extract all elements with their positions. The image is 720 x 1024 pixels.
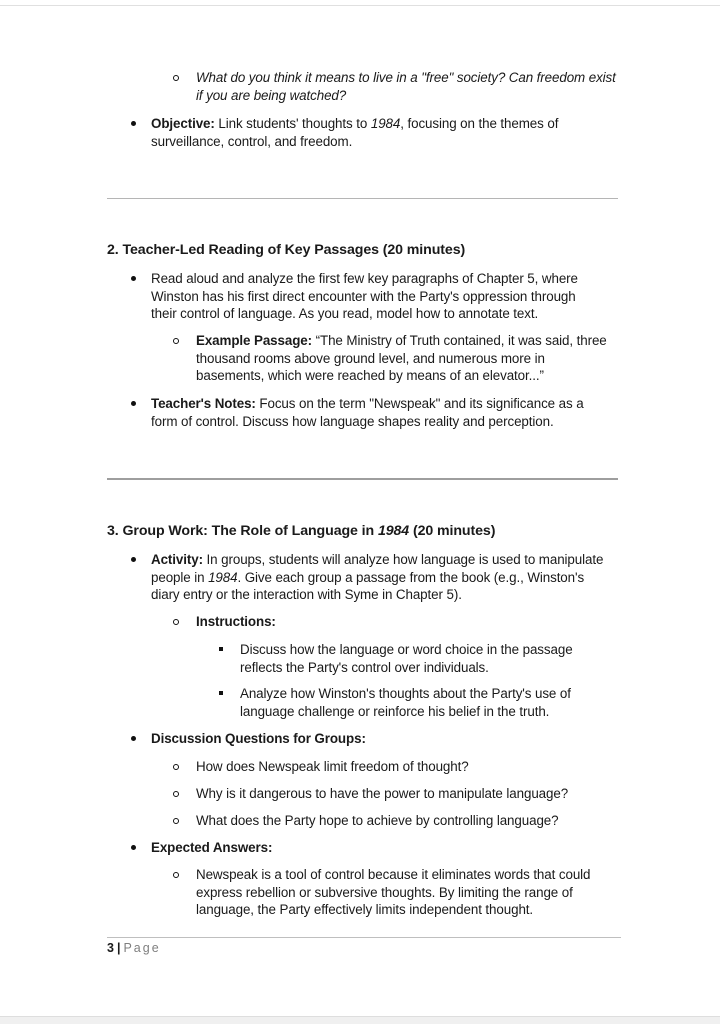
example-passage-item: Example Passage: “The Ministry of Truth contained, it was said, three thousand rooms above ground level, and numerous more in basements, which were reached by means of an elevator...” [196,333,607,383]
circle-bullet-icon [173,619,179,625]
footer-separator: | [116,941,121,955]
disc-bullet-icon [131,557,136,562]
disc-bullet-icon [131,845,136,850]
section-divider [107,478,618,480]
square-bullet-icon [219,647,223,651]
activity-item: Activity: In groups, students will analyze how language is used to manipulate people in 1984. Give each group a passage from the book (e.g., Winston's diary entry or the interaction with Syme in Chapter 5). [151,552,604,602]
page-footer [107,941,161,955]
page-number: 3 [107,941,114,955]
answer-item: Newspeak is a tool of control because it eliminates words that could express rebellion or subversive thoughts. By limiting the range of language, the Party effectively limits independent thought. [196,867,591,917]
question-item: How does Newspeak limit freedom of thought? [196,759,469,774]
instruction-item: Discuss how the language or word choice in the passage reflects the Party's control over individuals. [240,642,573,675]
circle-bullet-icon [173,872,179,878]
objective-item: Objective: Link students' thoughts to 1984, focusing on the themes of surveillance, control, and freedom. [151,116,559,149]
footer-divider [107,937,621,938]
intro-question: What do you think it means to live in a "free" society? Can freedom exist if you are being watched? [196,70,616,103]
disc-bullet-icon [131,736,136,741]
expected-answers-label: Expected Answers: [151,840,273,855]
section-2-heading: 2. Teacher-Led Reading of Key Passages (20 minutes) [107,242,466,258]
discussion-questions-label: Discussion Questions for Groups: [151,731,366,746]
question-item: What does the Party hope to achieve by controlling language? [196,813,559,828]
instructions-label: Instructions: [196,614,276,629]
question-item: Why is it dangerous to have the power to manipulate language? [196,786,569,801]
read-aloud-item: Read aloud and analyze the first few key paragraphs of Chapter 5, where Winston has his first direct encounter with the Party's oppression through their control of language. As you read, model how to annotate text. [151,271,578,321]
square-bullet-icon [219,691,223,695]
disc-bullet-icon [131,121,136,126]
circle-bullet-icon [173,75,179,81]
section-divider [107,198,618,199]
disc-bullet-icon [131,276,136,281]
circle-bullet-icon [173,764,179,770]
circle-bullet-icon [173,338,179,344]
section-3-heading: 3. Group Work: The Role of Language in 1984 (20 minutes) [107,523,496,539]
instruction-item: Analyze how Winston's thoughts about the Party's use of language challenge or reinforce his belief in the truth. [240,686,571,719]
teacher-notes-item: Teacher's Notes: Focus on the term "Newspeak" and its significance as a form of control. Discuss how language shapes reality and perception. [151,396,584,429]
circle-bullet-icon [173,818,179,824]
page-top-edge [0,5,720,6]
disc-bullet-icon [131,401,136,406]
page-label: Page [123,941,161,955]
circle-bullet-icon [173,791,179,797]
